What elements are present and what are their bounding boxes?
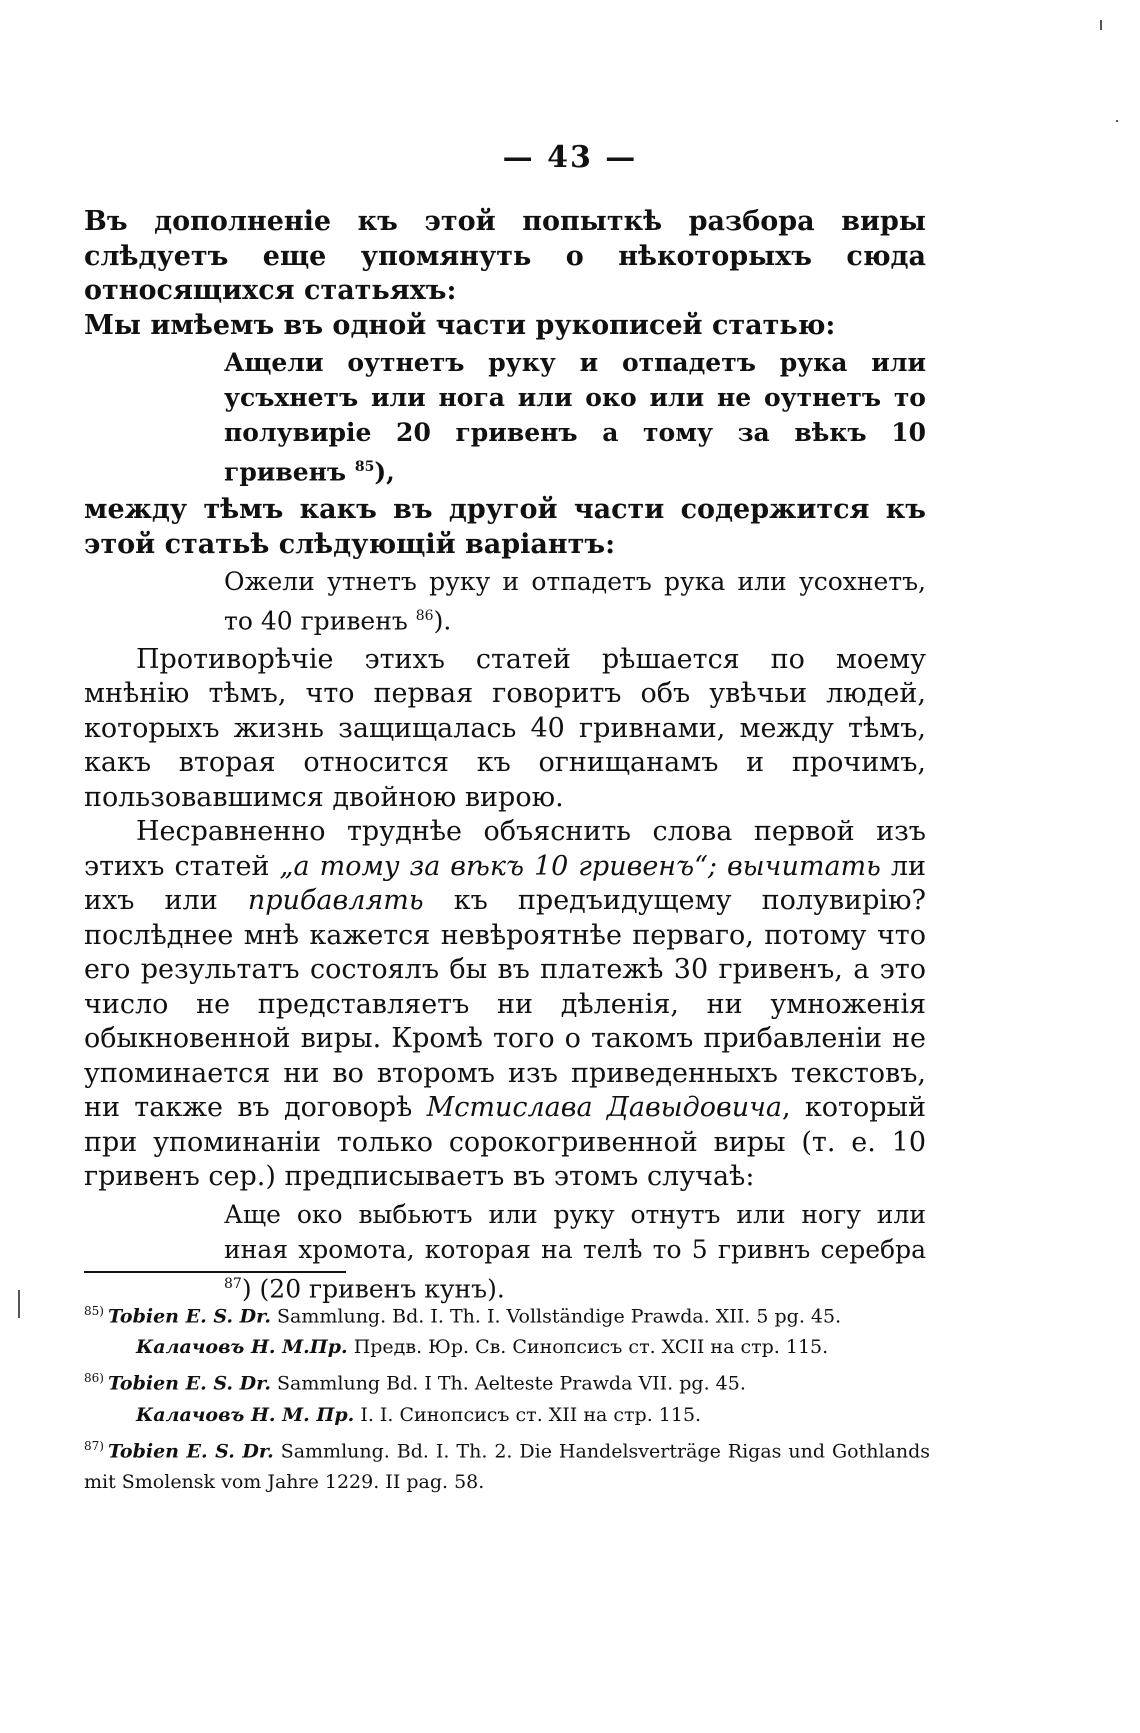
paragraph-analysis bbox=[84, 815, 926, 1195]
scan-speck bbox=[1116, 120, 1118, 122]
footnote-86b-author: Калачовъ Н. М. Пр. bbox=[136, 1403, 355, 1426]
quote-second-text: Ожели утнетъ руку и отпадетъ рука или усохнетъ, то 40 гривенъ bbox=[224, 567, 926, 636]
paragraph-statement: Мы имѣемъ въ одной части рукописей статью: bbox=[84, 309, 836, 341]
analysis-name: Мстислава Давыдовича bbox=[426, 1092, 783, 1124]
analysis-part-d: , который при упоминаніи только сорокогривенной виры (т. е. 10 гривенъ сер.) предписываетъ въ этомъ случаѣ: bbox=[84, 1092, 926, 1193]
quote-third-tail: ) (20 гривенъ кунъ). bbox=[241, 1273, 505, 1303]
paragraph-contradiction: Противорѣчіе этихъ статей рѣшается по моему мнѣнію тѣмъ, что первая говоритъ объ увѣчьи людей, которыхъ жизнь защищалась 40 гривнами, между тѣмъ, какъ вторая относится къ огнищанамъ и прочимъ, пользовавшимся двойною вирою. bbox=[84, 643, 926, 813]
quote-third-text: Аще око выбьютъ или руку отнутъ или ногу или иная хромота, которая на телѣ то 5 гривнъ серебра bbox=[224, 1199, 926, 1264]
footnote-86 bbox=[84, 1363, 930, 1399]
paragraph-intro: Въ дополненіе къ этой попыткѣ разбора виры слѣдуетъ еще упомянуть о нѣкоторыхъ сюда относящихся статьяхъ: bbox=[84, 206, 926, 306]
footnote-86-second bbox=[84, 1400, 930, 1431]
footnote-86-marker: 86) bbox=[84, 1371, 104, 1386]
scan-speck bbox=[1100, 20, 1102, 30]
main-text bbox=[84, 205, 926, 1310]
quote-first-text: Ащели оутнетъ руку и отпадетъ рука или усъхнетъ или нога или око или не оутнетъ то полувиріе 20 гривенъ а тому за вѣкъ 10 гривенъ bbox=[224, 348, 926, 487]
analysis-part-a: Несравненно труднѣе объяснить слова первой изъ этихъ статей bbox=[84, 816, 926, 882]
analysis-add-word: прибавлять bbox=[247, 885, 424, 917]
footnote-85-text: Sammlung. Bd. I. Th. I. Vollständige Prawda. XII. 5 pg. 45. bbox=[277, 1305, 842, 1328]
analysis-part-b: ли ихъ или bbox=[84, 850, 926, 917]
quote-second-tail: ). bbox=[433, 606, 452, 636]
footnote-divider bbox=[84, 1271, 346, 1273]
footnote-ref-85: 85 bbox=[354, 459, 375, 475]
footnote-85b-author: Калачовъ Н. М.Пр. bbox=[136, 1336, 348, 1359]
footnote-87-marker: 87) bbox=[84, 1438, 104, 1453]
footnote-85b-text: Предв. Юр. Св. Синопсисъ ст. XCII на стр. 115. bbox=[353, 1336, 829, 1359]
footnote-87 bbox=[84, 1431, 930, 1498]
quote-second-article bbox=[224, 564, 926, 638]
quote-third-article bbox=[224, 1197, 926, 1306]
footnote-85-marker: 85) bbox=[84, 1304, 104, 1318]
footnote-ref-86: 86 bbox=[415, 608, 434, 625]
footnote-85-second bbox=[84, 1332, 930, 1363]
footnote-86-text: Sammlung Bd. I Th. Aelteste Prawda VII. pg. 45. bbox=[277, 1372, 746, 1395]
footnote-85 bbox=[84, 1296, 930, 1332]
paragraph-variant: между тѣмъ какъ въ другой части содержится къ этой статьѣ слѣдующій варіантъ: bbox=[84, 494, 926, 560]
footnote-86-author: Tobien E. S. Dr. bbox=[107, 1372, 271, 1395]
scan-speck bbox=[18, 1290, 20, 1318]
analysis-part-c: къ предъидущему полувирію? послѣднее мнѣ кажется невѣроятнѣе перваго, потому что его результатъ состоялъ бы въ платежѣ 30 гривенъ, а это число не представляетъ ни дѣленія, ни умноженія обыкновенной виры. Кромѣ того о такомъ прибавленіи не упоминается ни во второмъ изъ приведенныхъ текстовъ, ни также въ договорѣ bbox=[84, 885, 926, 1124]
analysis-quote: „а тому за вѣкъ 10 гривенъ“; вычитать bbox=[279, 850, 881, 882]
footnote-85-author: Tobien E. S. Dr. bbox=[107, 1305, 271, 1328]
footnote-ref-87: 87 bbox=[224, 1275, 242, 1292]
footnote-87-text: Sammlung. Bd. I. Th. 2. Die Handelsverträge Rigas und Gothlands mit Smolensk vom Jahre 1229. II pag. 58. bbox=[84, 1439, 930, 1493]
footnote-87-author: Tobien E. S. Dr. bbox=[107, 1439, 274, 1462]
quote-first-tail: ), bbox=[374, 457, 395, 487]
page-number: — 43 — bbox=[502, 140, 638, 175]
quote-first-article bbox=[224, 345, 926, 489]
footnote-86b-text: I. I. Синопсисъ ст. XII на стр. 115. bbox=[360, 1403, 702, 1426]
footnotes bbox=[84, 1296, 930, 1498]
